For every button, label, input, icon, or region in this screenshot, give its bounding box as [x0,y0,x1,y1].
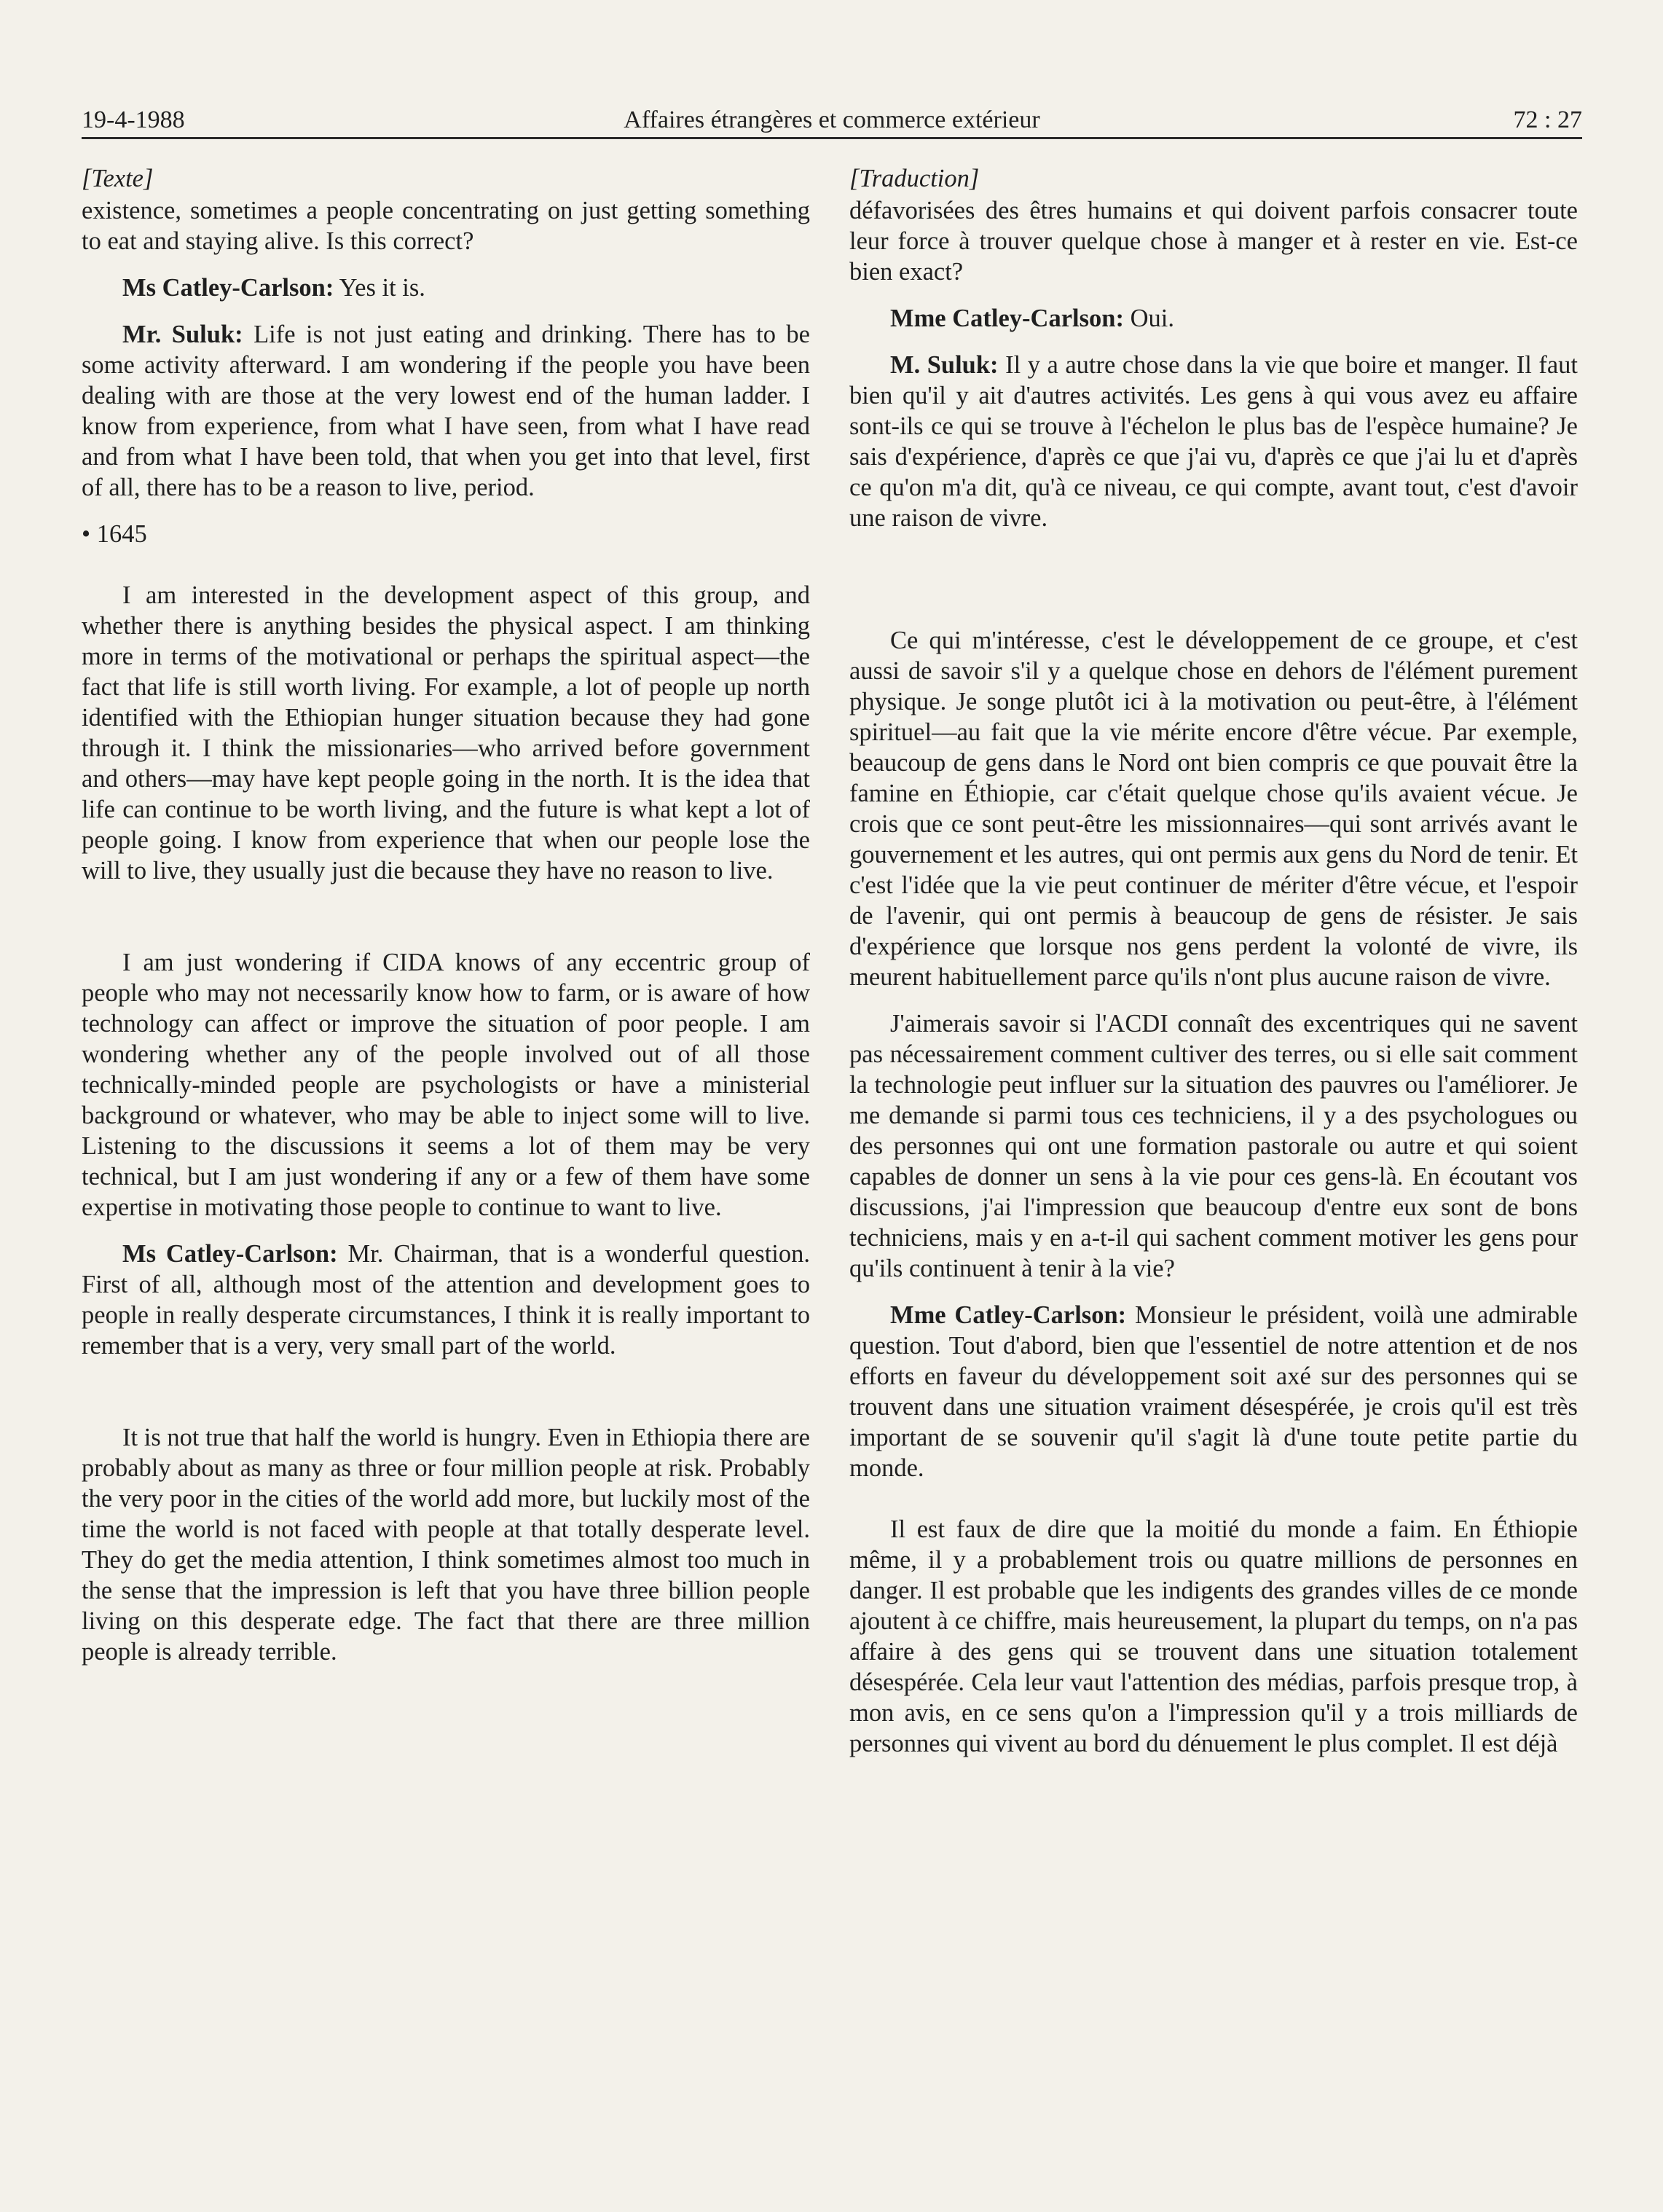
time-marker: • 1645 [82,520,147,548]
column-label-traduction: [Traduction] [849,165,980,192]
paragraph: I am just wondering if CIDA knows of any eccentric group of people who may not necessarily know how to farm, or is aware of how technology can affect or improve the situation of poor people. I am wondering whether any of the people involved out of all those technically-minded people are psychologists or have a ministerial background or whatever, who may be able to inject some will to live. Listening to the discussions it seems a lot of them may be very technical, but I am just wondering if any or a few of them have some expertise in motivating those people to continue to want to live. [82,949,810,1221]
speech-text: Oui. [1123,305,1174,332]
paragraph: existence, sometimes a people concentrating on just getting something to eat and staying alive. Is this correct? [82,197,810,255]
paragraph: It is not true that half the world is hungry. Even in Ethiopia there are probably about as many as three or four million people at risk. Probably the very poor in the cities of the world add more, but luckily most of the time the world is not faced with people at that totally desperate level. They do get the media attention, I think sometimes almost too much in the sense that the impression is left that you have three billion people living on this desperate edge. The fact that there are three million people is already terrible. [82,1424,810,1666]
paragraph [82,1239,810,1361]
speech-text: Monsieur le président, voilà une admirable question. Tout d'abord, bien que l'essentiel de notre attention et de nos efforts en faveur du développement soit axé sur des personnes qui se trouvent dans une situation vraiment désespérée, je crois qu'il est très important de se souvenir qu'il s'agit là d'une toute petite partie du monde. [849,1301,1578,1482]
paragraph [82,319,810,503]
speaker-name: Ms Catley-Carlson: [122,274,334,302]
paragraph: Ce qui m'intéresse, c'est le développement de ce groupe, et c'est aussi de savoir s'il y a quelque chose en dehors de l'élément purement physique. Je songe plutôt ici à la motivation ou peut-être, à l'élément spirituel—au fait que la vie mérite encore d'être vécue. Par exemple, beaucoup de gens dans le Nord ont bien compris ce que pouvait être la famine en Éthiopie, car c'était quelque chose qu'ils avaient vécue. Je crois que ce sont peut-être les missionnaires—qui sont arrivés avant le gouvernement et les autres, qui ont permis aux gens du Nord de tenir. Et c'est l'idée que la vie peut continuer de mériter d'être vécue, et l'espoir de l'avenir, qui ont permis à beaucoup de gens de résister. Je sais d'expérience que lorsque nos gens perdent la volonté de vivre, ils meurent habituellement parce qu'ils n'ont plus aucune raison de vivre. [849,627,1578,991]
french-column [849,163,1578,1759]
header-date: 19-4-1988 [82,106,185,133]
page-header [82,101,1582,139]
paragraph: défavorisées des êtres humains et qui doivent parfois consacrer toute leur force à trouver quelque chose à manger et à rester en vie. Est-ce bien exact? [849,197,1578,286]
header-page-number: 72 : 27 [1513,106,1582,133]
paragraph [849,1300,1578,1483]
speech-text: Mr. Chairman, that is a wonderful question. First of all, although most of the attention and development goes to people in really desperate circumstances, I think it is really important to remember that is a very, very small part of the world. [82,1240,810,1360]
paragraph [849,303,1578,334]
speaker-name: Mme Catley-Carlson: [890,1301,1127,1329]
speech-text: Il y a autre chose dans la vie que boire et manger. Il faut bien qu'il y ait d'autres activités. Les gens à qui vous avez eu affaire sont-ils ce qui se trouve à l'échelon le plus bas de l'espèce humaine? Je sais d'expérience, d'après ce que j'ai vu, d'après ce que j'ai lu et d'après ce qu'on m'a dit, qu'à ce niveau, ce qui compte, avant tout, c'est d'avoir une raison de vivre. [849,351,1579,532]
speech-text: Life is not just eating and drinking. There has to be some activity afterward. I am wondering if the people you have been dealing with are those at the very lowest end of the human ladder. I know from experience, from what I have seen, from what I have read and from what I have been told, that when you get into that level, first of all, there has to be a reason to live, period. [82,321,810,501]
speaker-name: M. Suluk: [890,351,999,379]
paragraph: I am interested in the development aspect of this group, and whether there is anything besides the physical aspect. I am thinking more in terms of the motivational or perhaps the spiritual aspect—the fact that life is still worth living. For example, a lot of people up north identified with the Ethiopian hunger situation because they had gone through it. I think the missionaries—who arrived before government and others—may have kept people going in the north. It is the idea that life can continue to be worth living, and the future is what kept a lot of people going. I know from experience that when our people lose the will to live, they usually just die because they have no reason to live. [82,581,810,885]
speech-text: Yes it is. [334,274,425,302]
speaker-name: Mme Catley-Carlson: [890,305,1124,332]
english-column [82,163,810,1667]
column-label-texte: [Texte] [82,165,154,192]
paragraph [82,272,810,303]
speaker-name: Ms Catley-Carlson: [122,1240,338,1268]
paragraph: Il est faux de dire que la moitié du monde a faim. En Éthiopie même, il y a probablement trois ou quatre millions de personnes en danger. Il est probable que les indigents des grandes villes de ce monde ajoutent à ce chiffre, mais heureusement, la plupart du temps, on n'a pas affaire à des gens qui se trouvent dans une situation totalement désespérée. Cela leur vaut l'attention des médias, parfois presque trop, à mon avis, en ce sens qu'on a l'impression qu'il y a trois milliards de personnes qui vivent au bord du dénuement le plus complet. Il est déjà [849,1515,1578,1757]
header-title: Affaires étrangères et commerce extérieur [624,106,1040,133]
speaker-name: Mr. Suluk: [122,321,243,348]
paragraph [849,350,1578,533]
paragraph: J'aimerais savoir si l'ACDI connaît des excentriques qui ne savent pas nécessairement comment cultiver des terres, ou si elle sait comment la technologie peut influer sur la situation des pauvres ou l'améliorer. Je me demande si parmi tous ces techniciens, il y a des psychologues ou des personnes qui ont une formation pastorale ou autre et qui soient capables de donner un sens à la vie pour ces gens-là. En écoutant vos discussions, j'ai l'impression que beaucoup d'entre eux sont de bons techniciens, mais y en a-t-il qui sachent comment motiver les gens pour qu'ils continuent à tenir à la vie? [849,1010,1578,1282]
